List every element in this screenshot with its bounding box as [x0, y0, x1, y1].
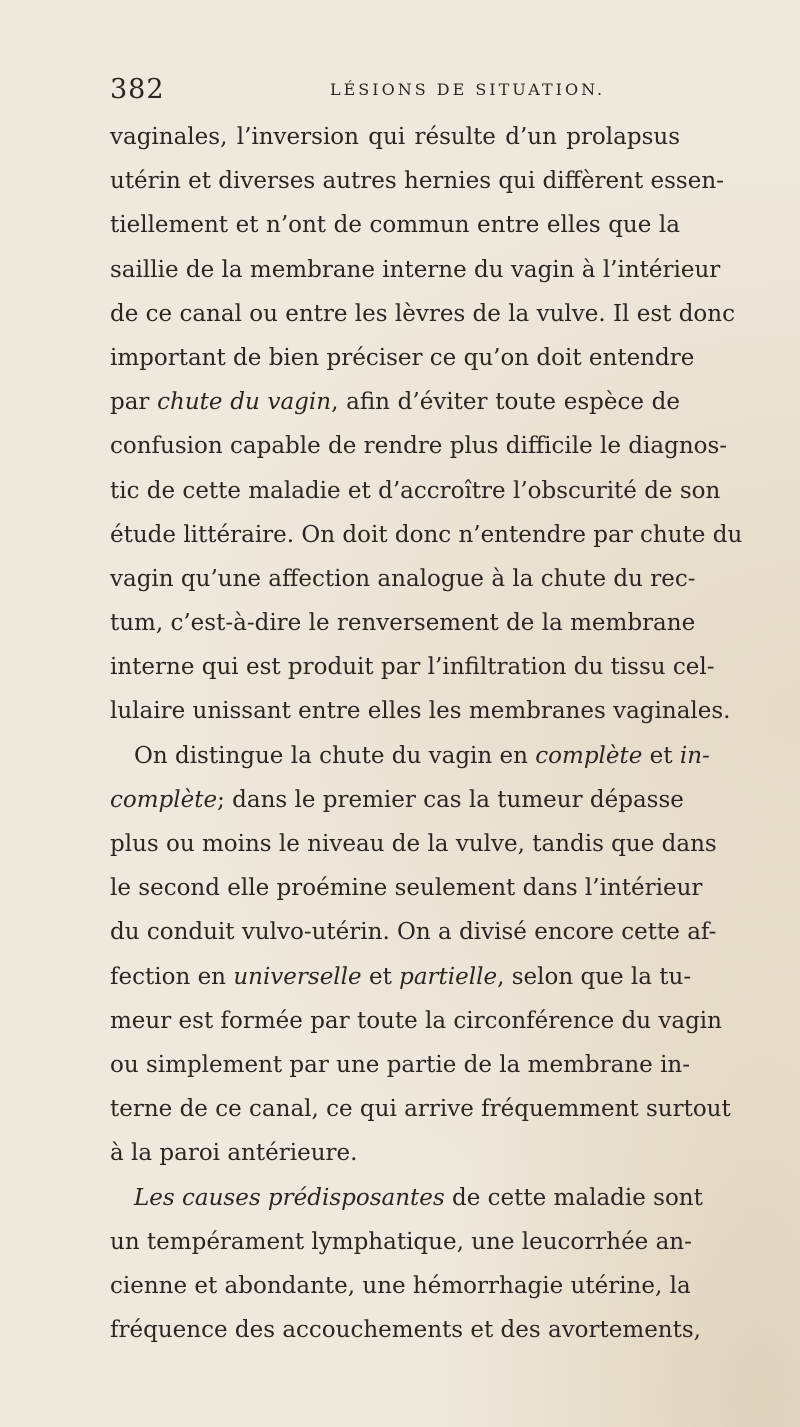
italic-term: Les causes prédisposantes: [134, 1184, 445, 1211]
text-line: terne de ce canal, ce qui arrive fréquemment surtout: [110, 1096, 731, 1123]
italic-term: in-: [679, 742, 710, 769]
text-line: fection en universelle et partielle, selon que la tu-: [110, 963, 692, 990]
text-line: tiellement et n’ont de commun entre elles que la: [110, 212, 680, 239]
text-line: tic de cette maladie et d’accroître l’obscurité de son: [110, 477, 721, 504]
text-line: le second elle proémine seulement dans l’intérieur: [110, 875, 703, 902]
text-line: meur est formée par toute la circonférence du vagin: [110, 1007, 722, 1034]
text-line: saillie de la membrane interne du vagin à l’intérieur: [110, 256, 721, 283]
text-line: utérin et diverses autres hernies qui diffèrent essen-: [110, 168, 724, 195]
text-line: vaginales, l’inversion qui résulte d’un prolapsus: [110, 124, 680, 150]
text-line: confusion capable de rendre plus difficile le diagnos-: [110, 433, 728, 460]
italic-term: universelle: [233, 963, 362, 990]
text-line: fréquence des accouchements et des avortements,: [110, 1317, 701, 1344]
text-line: ou simplement par une partie de la membrane in-: [110, 1051, 691, 1078]
text-line: tum, c’est-à-dire le renversement de la membrane: [110, 610, 696, 637]
text-line: lulaire unissant entre elles les membranes vaginales.: [110, 698, 731, 725]
text-line: vagin qu’une affection analogue à la chute du rec-: [110, 565, 696, 592]
text-line: Les causes prédisposantes de cette maladie sont: [134, 1184, 703, 1211]
running-title: LÉSIONS DE SITUATION.: [330, 80, 606, 99]
italic-term: complète: [110, 786, 218, 813]
body-text: [110, 115, 743, 1352]
text-line: un tempérament lymphatique, une leucorrhée an-: [110, 1228, 692, 1255]
text-line: On distingue la chute du vagin en complète et in-: [134, 742, 710, 769]
text-line: important de bien préciser ce qu’on doit entendre: [110, 344, 695, 371]
text-line: de ce canal ou entre les lèvres de la vulve. Il est donc: [110, 300, 735, 327]
text-line: plus ou moins le niveau de la vulve, tandis que dans: [110, 831, 717, 857]
italic-term: complète: [535, 742, 643, 769]
italic-term: chute du vagin: [157, 389, 332, 416]
text-line: cienne et abondante, une hémorrhagie utérine, la: [110, 1272, 691, 1299]
text-line: du conduit vulvo-utérin. On a divisé encore cette af-: [110, 919, 717, 946]
text-line: complète; dans le premier cas la tumeur dépasse: [110, 786, 684, 813]
italic-term: partielle: [399, 963, 498, 990]
text-line: interne qui est produit par l’infiltration du tissu cel-: [110, 654, 715, 681]
text-line: par chute du vagin, afin d’éviter toute espèce de: [110, 389, 680, 416]
page-header: [110, 74, 680, 114]
text-line: à la paroi antérieure.: [110, 1140, 358, 1167]
text-line: étude littéraire. On doit donc n’entendre par chute du: [110, 521, 743, 548]
page-number: 382: [110, 74, 165, 105]
